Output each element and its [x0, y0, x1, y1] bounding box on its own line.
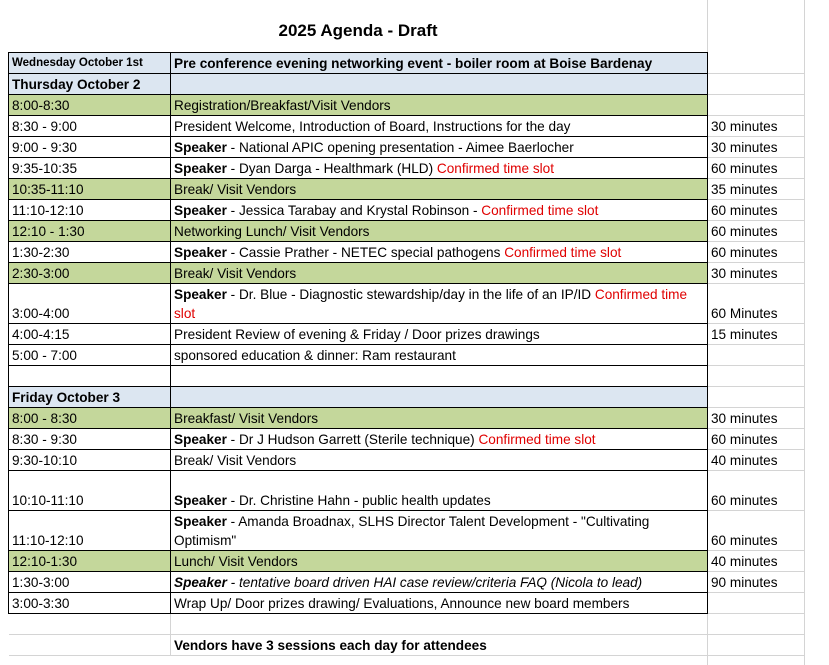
time-cell[interactable] — [9, 572, 171, 593]
session-time: 10:35-11:10 — [12, 182, 84, 197]
session-duration: 40 minutes — [711, 453, 778, 468]
session-time: 2:30-3:00 — [12, 266, 70, 281]
session-cell[interactable] — [171, 242, 708, 263]
speaker-label: Speaker — [174, 432, 227, 447]
session-duration: 15 minutes — [711, 327, 778, 342]
session-time: 8:30 - 9:00 — [12, 119, 77, 134]
confirmed-badge: Confirmed time slot — [436, 161, 554, 176]
speaker-label: Speaker — [174, 514, 227, 529]
duration-cell[interactable] — [708, 345, 805, 366]
duration-cell[interactable] — [708, 551, 805, 572]
footer-row — [9, 635, 805, 656]
session-description: Registration/Breakfast/Visit Vendors — [174, 98, 391, 113]
duration-cell[interactable] — [708, 137, 805, 158]
session-cell[interactable] — [171, 572, 708, 593]
time-cell[interactable] — [9, 263, 171, 284]
agenda-row[interactable] — [9, 345, 805, 366]
speaker-label: Speaker — [174, 203, 227, 218]
session-duration: 30 minutes — [711, 119, 778, 134]
session-cell[interactable] — [171, 324, 708, 345]
session-cell[interactable] — [171, 221, 708, 242]
session-cell[interactable] — [171, 95, 708, 116]
session-cell[interactable] — [171, 137, 708, 158]
empty-cell[interactable] — [708, 614, 805, 635]
session-time: 4:00-4:15 — [12, 327, 70, 342]
speaker-label: Speaker — [174, 245, 227, 260]
empty-cell[interactable] — [708, 53, 805, 74]
speaker-label: Speaker — [174, 140, 227, 155]
session-cell[interactable] — [171, 511, 708, 551]
agenda-row[interactable] — [9, 116, 805, 137]
agenda-row[interactable] — [9, 221, 805, 242]
session-time: 12:10-1:30 — [12, 554, 78, 569]
session-duration: 35 minutes — [711, 182, 778, 197]
footer-text: Vendors have 3 sessions each day for attendees — [174, 638, 487, 653]
agenda-row[interactable] — [9, 263, 805, 284]
time-cell[interactable] — [9, 116, 171, 137]
duration-cell[interactable] — [708, 572, 805, 593]
session-duration: 30 minutes — [711, 140, 778, 155]
time-cell[interactable] — [9, 95, 171, 116]
empty-cell[interactable] — [708, 387, 805, 408]
session-time: 9:30-10:10 — [12, 453, 78, 468]
session-description: President Welcome, Introduction of Board, Instructions for the day — [174, 119, 571, 134]
empty-cell[interactable] — [171, 614, 708, 635]
duration-cell[interactable] — [708, 284, 805, 324]
empty-cell[interactable] — [171, 387, 708, 408]
empty-cell[interactable] — [171, 74, 708, 95]
time-cell[interactable] — [9, 324, 171, 345]
time-cell[interactable] — [9, 593, 171, 614]
duration-cell[interactable] — [708, 116, 805, 137]
session-duration: 60 minutes — [711, 533, 778, 548]
session-time: 11:10-12:10 — [12, 533, 84, 548]
session-cell[interactable] — [171, 429, 708, 450]
time-cell[interactable] — [9, 471, 171, 511]
day-header-row[interactable] — [9, 74, 805, 95]
day-header[interactable]: Friday October 3 — [9, 387, 171, 408]
session-duration: 90 minutes — [711, 575, 778, 590]
agenda-row[interactable] — [9, 95, 805, 116]
session-description: - tentative board driven HAI case review/criteria FAQ (Nicola to lead) — [226, 575, 643, 590]
session-duration: 60 minutes — [711, 203, 778, 218]
session-time: 12:10 - 1:30 — [12, 224, 85, 239]
session-description: - Dyan Darga - Healthmark (HLD) — [226, 161, 437, 176]
session-duration: 60 Minutes — [711, 306, 778, 321]
duration-cell[interactable] — [708, 593, 805, 614]
session-cell[interactable] — [171, 284, 708, 324]
session-description: - National APIC opening presentation - Aimee Baerlocher — [226, 140, 574, 155]
time-cell[interactable] — [9, 551, 171, 572]
session-description: Lunch/ Visit Vendors — [174, 554, 298, 569]
preconference-event[interactable]: Pre conference evening networking event - boiler room at Boise Bardenay — [171, 53, 708, 74]
duration-cell[interactable] — [708, 471, 805, 511]
agenda-row[interactable] — [9, 284, 805, 324]
session-time: 11:10-12:10 — [12, 203, 84, 218]
session-cell[interactable] — [171, 408, 708, 429]
duration-cell[interactable] — [708, 242, 805, 263]
day-header-row[interactable] — [9, 387, 805, 408]
time-cell[interactable] — [9, 158, 171, 179]
empty-cell[interactable] — [9, 635, 171, 656]
session-time: 5:00 - 7:00 — [12, 348, 77, 363]
spacer-row — [9, 614, 805, 635]
duration-cell[interactable] — [708, 429, 805, 450]
session-cell[interactable] — [171, 471, 708, 511]
session-cell[interactable] — [171, 551, 708, 572]
session-time: 9:35-10:35 — [12, 161, 78, 176]
time-cell[interactable] — [9, 221, 171, 242]
session-cell[interactable] — [171, 593, 708, 614]
empty-cell[interactable] — [708, 635, 805, 656]
session-duration: 40 minutes — [711, 554, 778, 569]
preconference-date[interactable]: Wednesday October 1st — [9, 53, 171, 74]
time-cell[interactable] — [9, 137, 171, 158]
session-description: sponsored education & dinner: Ram restaurant — [174, 348, 456, 363]
session-time: 1:30-2:30 — [12, 245, 70, 260]
session-duration: 60 minutes — [711, 432, 778, 447]
time-cell[interactable] — [9, 429, 171, 450]
session-description: - Cassie Prather - NETEC special pathogens — [226, 245, 505, 260]
session-description: - Dr. Christine Hahn - public health updates — [226, 493, 491, 508]
session-time: 8:00-8:30 — [12, 98, 70, 113]
agenda-row[interactable] — [9, 324, 805, 345]
session-time: 9:00 - 9:30 — [12, 140, 77, 155]
empty-cell[interactable] — [9, 614, 171, 635]
duration-cell[interactable] — [708, 200, 805, 221]
session-description: Networking Lunch/ Visit Vendors — [174, 224, 370, 239]
agenda-row[interactable] — [9, 551, 805, 572]
duration-cell[interactable] — [708, 221, 805, 242]
session-time: 8:30 - 9:30 — [12, 432, 77, 447]
confirmed-badge: Confirmed time slot — [504, 245, 622, 260]
spacer-row — [9, 366, 805, 387]
session-duration: 60 minutes — [711, 245, 778, 260]
duration-cell[interactable] — [708, 179, 805, 200]
agenda-row[interactable] — [9, 471, 805, 511]
duration-cell[interactable] — [708, 450, 805, 471]
confirmed-badge: Confirmed time slot — [481, 203, 599, 218]
session-description: Break/ Visit Vendors — [174, 266, 297, 281]
session-duration: 60 minutes — [711, 493, 778, 508]
speaker-label: Speaker — [174, 493, 227, 508]
session-description: - Jessica Tarabay and Krystal Robinson - — [226, 203, 482, 218]
session-cell[interactable] — [171, 179, 708, 200]
agenda-row[interactable] — [9, 450, 805, 471]
agenda-row[interactable] — [9, 429, 805, 450]
session-duration: 60 minutes — [711, 224, 778, 239]
duration-cell[interactable] — [708, 408, 805, 429]
day-header[interactable]: Thursday October 2 — [9, 74, 171, 95]
session-cell[interactable] — [171, 263, 708, 284]
time-cell[interactable] — [9, 345, 171, 366]
confirmed-badge: Confirmed time slot — [174, 287, 688, 321]
session-cell[interactable] — [171, 450, 708, 471]
session-cell[interactable] — [171, 116, 708, 137]
session-description: Wrap Up/ Door prizes drawing/ Evaluations, Announce new board members — [174, 596, 630, 611]
agenda-row[interactable] — [9, 179, 805, 200]
session-description: Break/ Visit Vendors — [174, 453, 297, 468]
page-title: 2025 Agenda - Draft — [278, 21, 438, 40]
duration-cell[interactable] — [708, 95, 805, 116]
agenda-row[interactable] — [9, 200, 805, 221]
session-duration: 60 minutes — [711, 161, 778, 176]
agenda-row[interactable] — [9, 593, 805, 614]
preconference-row[interactable] — [9, 53, 805, 74]
agenda-table — [8, 52, 805, 656]
session-description: Break/ Visit Vendors — [174, 182, 297, 197]
session-cell[interactable] — [171, 158, 708, 179]
speaker-label: Speaker — [174, 161, 227, 176]
empty-cell[interactable] — [9, 366, 171, 387]
time-cell[interactable] — [9, 179, 171, 200]
speaker-label: Speaker — [174, 287, 227, 302]
session-description: President Review of evening & Friday / Door prizes drawings — [174, 327, 540, 342]
empty-cell[interactable] — [708, 74, 805, 95]
session-time: 10:10-11:10 — [12, 493, 84, 508]
empty-cell[interactable] — [708, 366, 805, 387]
agenda-row[interactable] — [9, 572, 805, 593]
time-cell[interactable] — [9, 511, 171, 551]
time-cell[interactable] — [9, 200, 171, 221]
session-duration: 30 minutes — [711, 411, 778, 426]
session-description: - Amanda Broadnax, SLHS Director Talent Development - "Cultivating Optimism" — [174, 514, 650, 548]
speaker-label: Speaker — [174, 575, 227, 590]
session-time: 1:30-3:00 — [12, 575, 70, 590]
session-description: - Dr. Blue - Diagnostic stewardship/day in the life of an IP/ID — [226, 287, 595, 302]
empty-cell[interactable] — [171, 366, 708, 387]
agenda-row[interactable] — [9, 408, 805, 429]
session-duration: 30 minutes — [711, 266, 778, 281]
agenda-row[interactable] — [9, 137, 805, 158]
confirmed-badge: Confirmed time slot — [478, 432, 596, 447]
session-time: 3:00-4:00 — [12, 306, 70, 321]
session-time: 3:00-3:30 — [12, 596, 70, 611]
footer-note[interactable] — [171, 635, 708, 656]
agenda-row[interactable] — [9, 242, 805, 263]
session-cell[interactable] — [171, 345, 708, 366]
time-cell[interactable] — [9, 450, 171, 471]
duration-cell[interactable] — [708, 158, 805, 179]
session-description: Breakfast/ Visit Vendors — [174, 411, 319, 426]
time-cell[interactable] — [9, 284, 171, 324]
session-cell[interactable] — [171, 200, 708, 221]
time-cell[interactable] — [9, 242, 171, 263]
session-description: - Dr J Hudson Garrett (Sterile technique) — [226, 432, 479, 447]
session-time: 8:00 - 8:30 — [12, 411, 77, 426]
duration-cell[interactable] — [708, 324, 805, 345]
duration-cell[interactable] — [708, 263, 805, 284]
agenda-body — [9, 53, 805, 656]
agenda-row[interactable] — [9, 511, 805, 551]
duration-cell[interactable] — [708, 511, 805, 551]
time-cell[interactable] — [9, 408, 171, 429]
agenda-row[interactable] — [9, 158, 805, 179]
